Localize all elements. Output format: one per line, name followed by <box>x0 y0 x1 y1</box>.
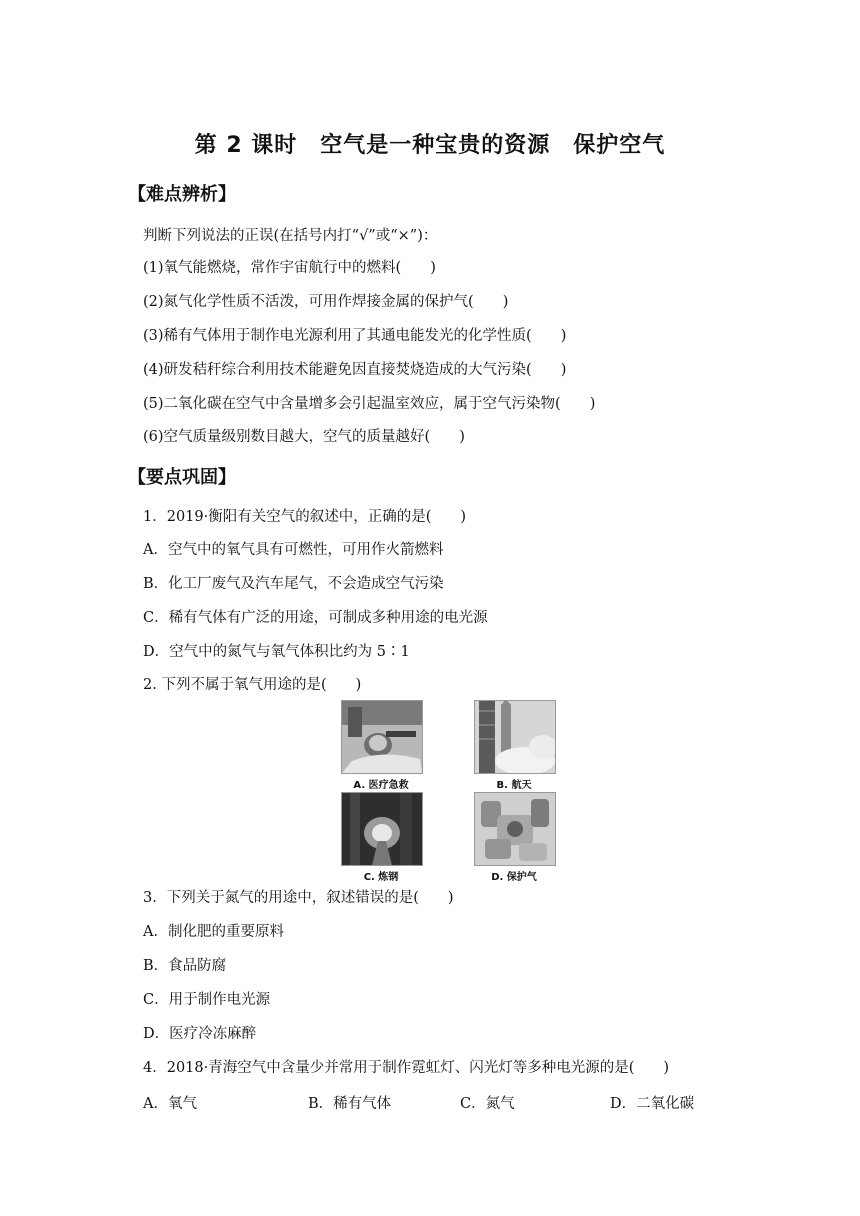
judgement-instructions: 判断下列说法的正误(在括号内打“√”或“×”)： <box>143 228 438 244</box>
medical-first-aid-photo <box>341 700 423 774</box>
judgement-item-1: (1)氧气能燃烧，常作宇宙航行中的燃料( ) <box>143 260 436 276</box>
judgement-item-4: (4)研发秸秆综合利用技术能避免因直接焚烧造成的大气污染( ) <box>143 362 567 378</box>
judgement-item-5: (5)二氧化碳在空气中含量增多会引起温室效应，属于空气污染物( ) <box>143 396 596 412</box>
judgement-item-3: (3)稀有气体用于制作电光源利用了其通电能发光的化学性质( ) <box>143 328 567 344</box>
judgement-item-6: (6)空气质量级别数目越大，空气的质量越好( ) <box>143 429 465 445</box>
question-3-option-c: C．用于制作电光源 <box>143 992 271 1008</box>
question-3-option-a: A．制化肥的重要原料 <box>143 924 284 940</box>
question-4-option-b: B．稀有气体 <box>308 1096 392 1112</box>
steelmaking-photo <box>341 792 423 866</box>
question-1-option-b: B．化工厂废气及汽车尾气，不会造成空气污染 <box>143 576 444 592</box>
question-4-option-c: C．氮气 <box>460 1096 515 1112</box>
image-caption-b: B. 航天 <box>496 780 532 791</box>
question-4-stem: 4．2018·青海空气中含量少并常用于制作霓虹灯、闪光灯等多种电光源的是( ) <box>143 1060 670 1076</box>
question-1-stem: 1．2019·衡阳有关空气的叙述中，正确的是( ) <box>143 509 467 525</box>
image-caption-c: C. 炼钢 <box>363 872 399 883</box>
question-1-option-c: C．稀有气体有广泛的用途，可制成多种用途的电光源 <box>143 610 488 626</box>
question-2-stem: 2. 下列不属于氧气用途的是( ) <box>143 677 362 693</box>
question-1-option-a: A．空气中的氧气具有可燃性，可用作火箭燃料 <box>143 542 444 558</box>
section-heading-key-points: 【要点巩固】 <box>128 467 236 488</box>
question-3-option-d: D．医疗冷冻麻醉 <box>143 1026 257 1042</box>
question-4-option-d: D．二氧化碳 <box>610 1096 695 1112</box>
protective-gas-packaging-photo <box>474 792 556 866</box>
question-4-option-a: A．氧气 <box>143 1096 197 1112</box>
section-heading-difficulties: 【难点辨析】 <box>128 184 236 205</box>
judgement-item-2: (2)氮气化学性质不活泼，可用作焊接金属的保护气( ) <box>143 294 509 310</box>
question-3-option-b: B．食品防腐 <box>143 958 227 974</box>
page-title: 第 2 课时 空气是一种宝贵的资源 保护空气 <box>194 133 666 158</box>
question-1-option-d: D．空气中的氮气与氧气体积比约为 5∶1 <box>143 644 410 660</box>
image-caption-d: D. 保护气 <box>491 872 537 883</box>
image-caption-a: A. 医疗急救 <box>353 780 409 791</box>
rocket-launch-photo <box>474 700 556 774</box>
question-3-stem: 3．下列关于氮气的用途中，叙述错误的是( ) <box>143 890 454 906</box>
